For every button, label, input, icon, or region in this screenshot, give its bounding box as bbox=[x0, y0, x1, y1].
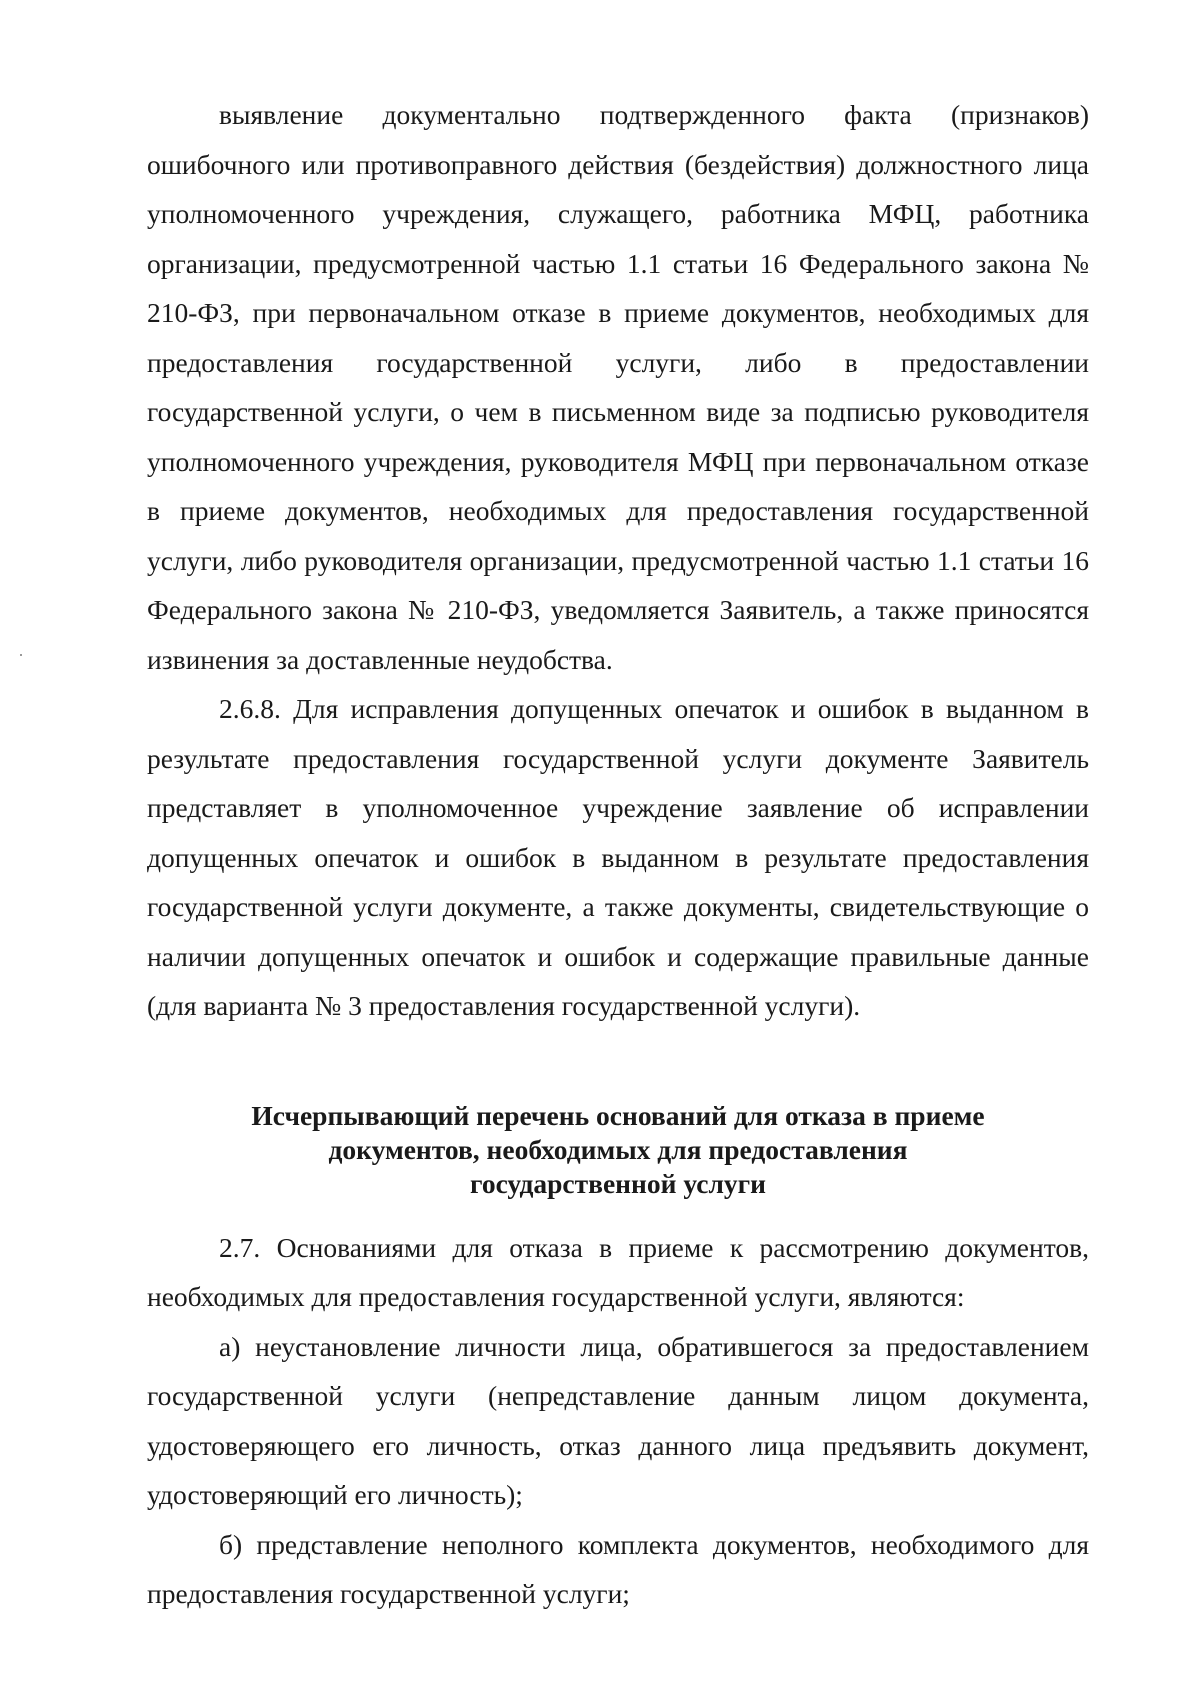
document-page bbox=[147, 90, 1089, 1619]
section-heading bbox=[147, 1099, 1089, 1201]
heading-line-2: документов, необходимых для предоставления bbox=[328, 1133, 908, 1165]
paragraph-2-6-8: 2.6.8. Для исправления допущенных опечаток и ошибок в выданном в результате предоставления государственной услуги документе Заявитель представляет в уполномоченное учреждение заявление об исправлении допущенных опечаток и ошибок в выданном в результате предоставления государственной услуги документе, а также документы, свидетельствующие о наличии допущенных опечаток и ошибок и содержащие правильные данные (для варианта № 3 предоставления государственной услуги). bbox=[147, 693, 1089, 1021]
heading-line-3: государственной услуги bbox=[470, 1167, 766, 1199]
list-item-b: б) представление неполного комплекта документов, необходимого для предоставления государственной услуги; bbox=[147, 1528, 1089, 1609]
paragraph-error-detection: выявление документально подтвержденного факта (признаков) ошибочного или противоправного действия (бездействия) должностного лица уполномоченного учреждения, служащего, работника МФЦ, работника организации, предусмотренной частью 1.1 статьи 16 Федерального закона № 210-ФЗ, при первоначальном отказе в приеме документов, необходимых для предоставления государственной услуги, либо в предоставлении государственной услуги, о чем в письменном виде за подписью руководителя уполномоченного учреждения, руководителя МФЦ при первоначальном отказе в приеме документов, необходимых для предоставления государственной услуги, либо руководителя организации, предусмотренной частью 1.1 статьи 16 Федерального закона № 210-ФЗ, уведомляется Заявитель, а также приносятся извинения за доставленные неудобства. bbox=[147, 99, 1089, 675]
list-item-a: а) неустановление личности лица, обратившегося за предоставлением государственной услуги (непредставление данным лицом документа, удостоверяющего его личность, отказ данного лица предъявить документ, удостоверяющий его личность); bbox=[147, 1330, 1089, 1510]
scan-artifact-dot bbox=[20, 654, 22, 656]
paragraph-2-7: 2.7. Основаниями для отказа в приеме к рассмотрению документов, необходимых для предоставления государственной услуги, являются: bbox=[147, 1231, 1089, 1312]
heading-line-1: Исчерпывающий перечень оснований для отказа в приеме bbox=[251, 1099, 985, 1131]
